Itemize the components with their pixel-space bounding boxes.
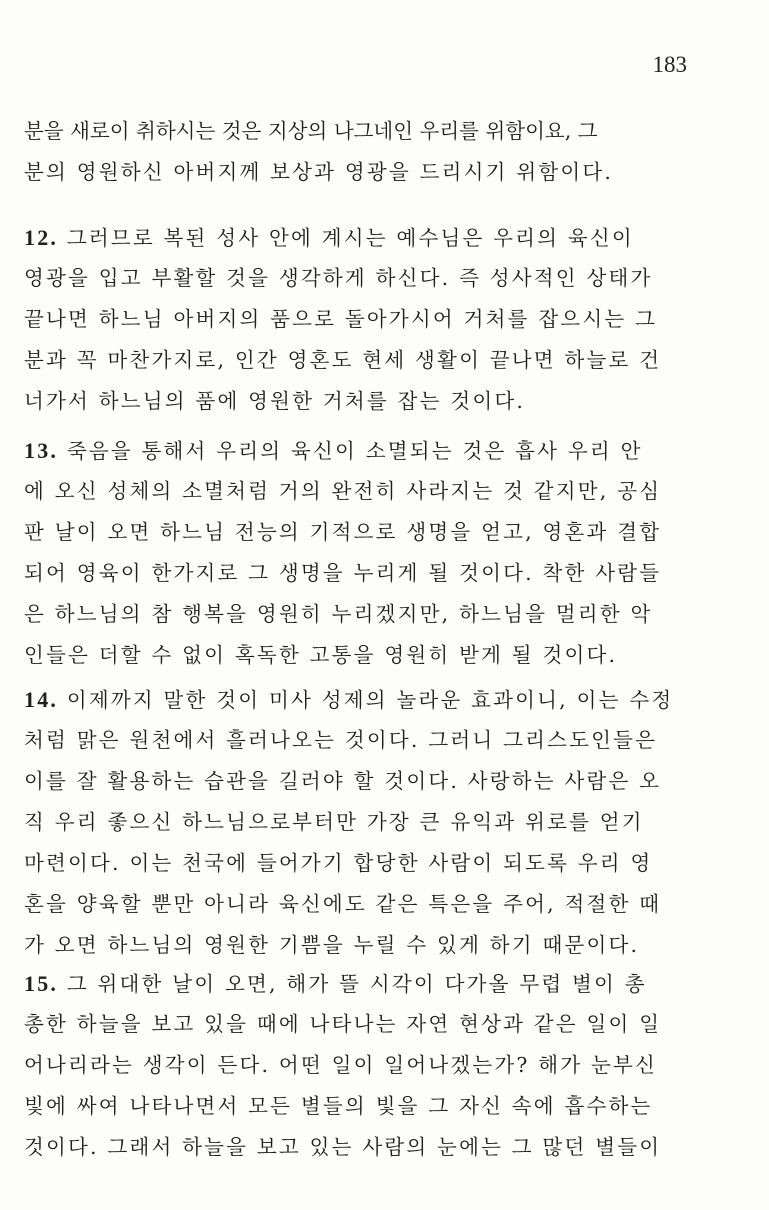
text-line: 이를 잘 활용하는 습관을 길러야 할 것이다. 사랑하는 사람은 오 <box>24 769 662 793</box>
text-line: 13. 죽음을 통해서 우리의 육신이 소멸되는 것은 흡사 우리 안 <box>24 438 643 463</box>
paragraph-12 <box>24 217 700 422</box>
text-line: 마련이다. 이는 천국에 들어가기 합당한 사람이 되도록 우리 영 <box>24 851 653 875</box>
text-line: 은 하느님의 참 행복을 영원히 누리겠지만, 하느님을 멀리한 악 <box>24 602 653 626</box>
text-line: 인들은 더할 수 없이 혹독한 고통을 영원히 받게 될 것이다. <box>24 643 618 667</box>
paragraph <box>24 111 700 193</box>
text-line: 처럼 맑은 원천에서 흘러나오는 것이다. 그러니 그리스도인들은 <box>24 728 658 752</box>
paragraph-number: 15. <box>24 971 59 996</box>
text-line: 빛에 싸여 나타나면서 모든 별들의 빛을 그 자신 속에 흡수하는 <box>24 1094 653 1118</box>
paragraph-number: 13. <box>24 438 59 463</box>
text-line: 되어 영육이 한가지로 그 생명을 누리게 될 것이다. 착한 사람들 <box>24 561 662 585</box>
text-line: 분과 꼭 마찬가지로, 인간 영혼도 현세 생활이 끝나면 하늘로 건 <box>24 348 662 372</box>
paragraph-13 <box>24 430 700 676</box>
text-line: 분의 영원하신 아버지께 보상과 영광을 드리시기 위함이다. <box>24 160 614 184</box>
text-line: 12. 그러므로 복된 성사 안에 계시는 예수님은 우리의 육신이 <box>24 225 634 250</box>
text-line: 14. 이제까지 말한 것이 미사 성제의 놀라운 효과이니, 이는 수정 <box>24 687 674 712</box>
text-line: 15. 그 위대한 날이 오면, 해가 뜰 시각이 다가올 무렵 별이 총 <box>24 971 647 996</box>
paragraph-14 <box>24 679 700 966</box>
text-line: 끝나면 하느님 아버지의 품으로 돌아가시어 거처를 잡으시는 그 <box>24 307 658 331</box>
text-line: 에 오신 성체의 소멸처럼 거의 완전히 사라지는 것 같지만, 공심 <box>24 479 662 503</box>
text-line: 판 날이 오면 하느님 전능의 기적으로 생명을 얻고, 영혼과 결합 <box>24 520 662 544</box>
text-line: 가 오면 하느님의 영원한 기쁨을 누릴 수 있게 하기 때문이다. <box>24 933 640 957</box>
page-number: 183 <box>652 52 687 77</box>
paragraph-15 <box>24 963 700 1168</box>
text-line: 총한 하늘을 보고 있을 때에 나타나는 자연 현상과 같은 일이 일 <box>24 1012 662 1036</box>
text-line: 혼을 양육할 뿐만 아니라 육신에도 같은 특은을 주어, 적절한 때 <box>24 892 662 916</box>
text-line: 직 우리 좋으신 하느님으로부터만 가장 큰 유익과 위로를 얻기 <box>24 810 644 834</box>
paragraph-number: 12. <box>24 225 59 250</box>
paragraph-number: 14. <box>24 687 59 712</box>
text-line: 너가서 하느님의 품에 영원한 거처를 잡는 것이다. <box>24 389 526 413</box>
text-line: 분을 새로이 취하시는 것은 지상의 나그네인 우리를 위함이요, 그 <box>24 119 598 143</box>
text-line: 어나리라는 생각이 든다. 어떤 일이 일어나겠는가? 해가 눈부신 <box>24 1053 657 1077</box>
text-line: 영광을 입고 부활할 것을 생각하게 하신다. 즉 성사적인 상태가 <box>24 266 653 290</box>
text-line: 것이다. 그래서 하늘을 보고 있는 사람의 눈에는 그 많던 별들이 <box>24 1135 662 1159</box>
